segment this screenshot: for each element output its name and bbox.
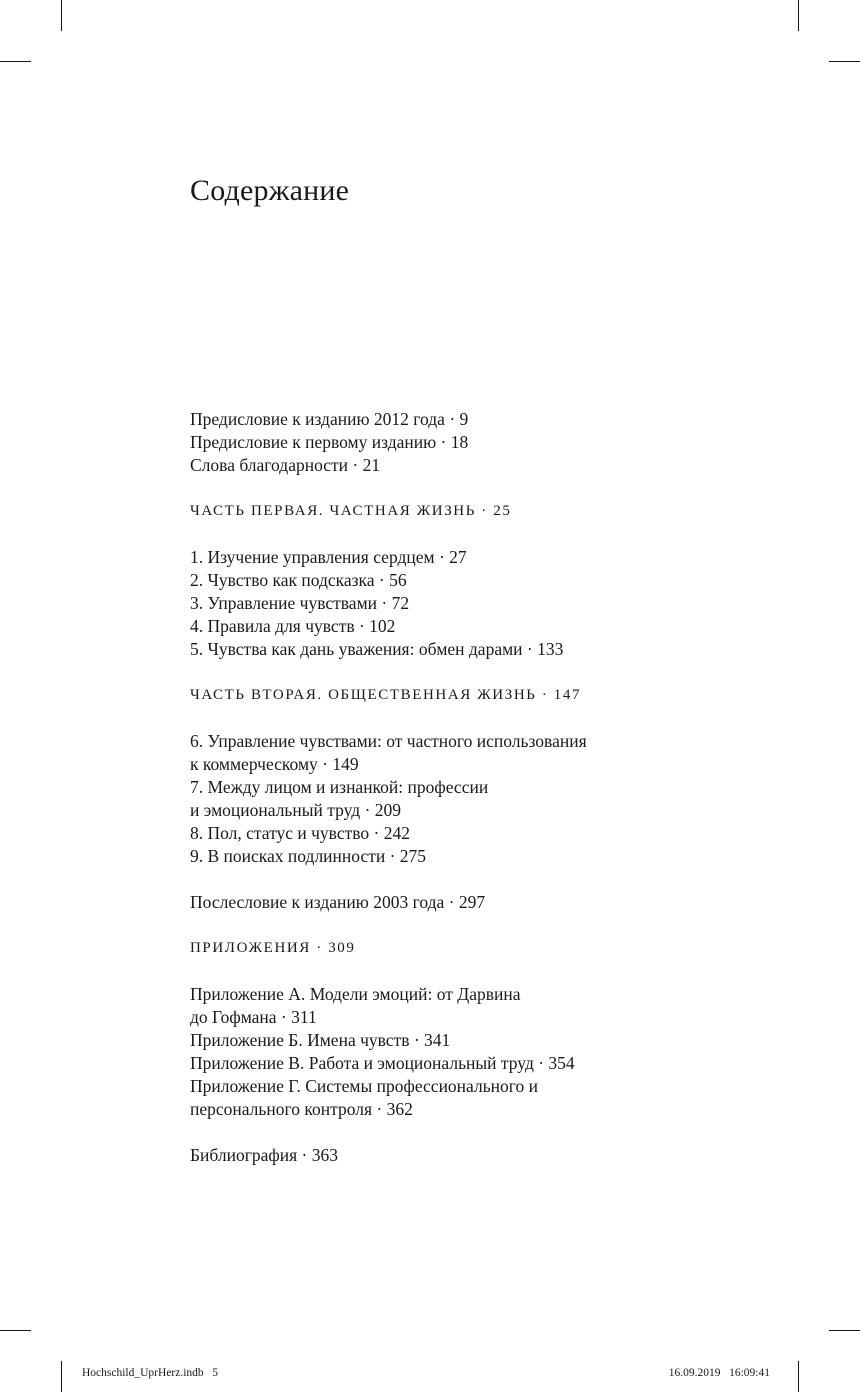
toc-entry-chapter-6-line-2: к коммерческому · 149	[190, 754, 359, 774]
toc-entry-chapter-8: 8. Пол, статус и чувство · 242	[190, 823, 410, 843]
footer-file-slug: Hochschild_UprHerz.indb 5	[82, 1367, 219, 1379]
crop-mark-right-bottom	[829, 1330, 860, 1331]
toc-entry-chapter-5: 5. Чувства как дань уважения: обмен дарами · 133	[190, 639, 564, 659]
toc-entry-afterword: Послесловие к изданию 2003 года · 297	[190, 892, 486, 912]
appendices-list	[190, 983, 670, 1121]
toc-entry-chapter-4: 4. Правила для чувств · 102	[190, 616, 396, 636]
footer-timestamp: 16.09.2019 16:09:41	[668, 1367, 770, 1379]
toc-entry-chapter-9: 9. В поисках подлинности · 275	[190, 846, 427, 866]
part1-chapters	[190, 546, 670, 661]
part2-chapters	[190, 730, 670, 868]
crop-mark-left-top	[0, 61, 31, 62]
toc-entry-appendix-a-line-1: Приложение А. Модели эмоций: от Дарвина	[190, 984, 521, 1004]
toc-entry-appendix-g-line-2: персонального контроля · 362	[190, 1099, 413, 1119]
afterword-group	[190, 891, 670, 914]
toc-entry-preface-2012: Предисловие к изданию 2012 года · 9	[190, 409, 469, 429]
crop-mark-top-left	[61, 0, 62, 31]
toc-entry-bibliography: Библиография · 363	[190, 1145, 339, 1165]
front-matter-group	[190, 408, 670, 477]
part1-heading: ЧАСТЬ ПЕРВАЯ. ЧАСТНАЯ ЖИЗНЬ · 25	[190, 503, 512, 519]
part2-heading-group	[190, 684, 670, 707]
toc-entry-chapter-6-line-1: 6. Управление чувствами: от частного использования	[190, 731, 587, 751]
toc-entry-appendix-b: Приложение Б. Имена чувств · 341	[190, 1030, 451, 1050]
crop-mark-top-right	[798, 0, 799, 31]
crop-mark-left-bottom	[0, 1330, 31, 1331]
toc-entry-acknowledgements: Слова благодарности · 21	[190, 455, 381, 475]
part1-heading-group	[190, 500, 670, 523]
crop-mark-bottom-right	[798, 1361, 799, 1392]
toc-entry-chapter-2: 2. Чувство как подсказка · 56	[190, 570, 407, 590]
toc-entry-appendix-v: Приложение В. Работа и эмоциональный труд · 354	[190, 1053, 575, 1073]
part2-heading: ЧАСТЬ ВТОРАЯ. ОБЩЕСТВЕННАЯ ЖИЗНЬ · 147	[190, 687, 582, 703]
appendices-heading-group	[190, 937, 670, 960]
appendices-heading: ПРИЛОЖЕНИЯ · 309	[190, 940, 356, 956]
toc-entry-chapter-3: 3. Управление чувствами · 72	[190, 593, 410, 613]
toc-entry-chapter-7-line-2: и эмоциональный труд · 209	[190, 800, 402, 820]
bibliography-group	[190, 1144, 670, 1167]
crop-mark-bottom-left	[61, 1361, 62, 1392]
crop-mark-right-top	[829, 61, 860, 62]
toc-entry-preface-first: Предисловие к первому изданию · 18	[190, 432, 469, 452]
toc-entry-appendix-g-line-1: Приложение Г. Системы профессионального и	[190, 1076, 539, 1096]
toc-entry-appendix-a-line-2: до Гофмана · 311	[190, 1007, 317, 1027]
page-title: Содержание	[190, 174, 350, 207]
toc-entry-chapter-7-line-1: 7. Между лицом и изнанкой: профессии	[190, 777, 489, 797]
table-of-contents	[190, 408, 670, 1190]
toc-entry-chapter-1: 1. Изучение управления сердцем · 27	[190, 547, 467, 567]
